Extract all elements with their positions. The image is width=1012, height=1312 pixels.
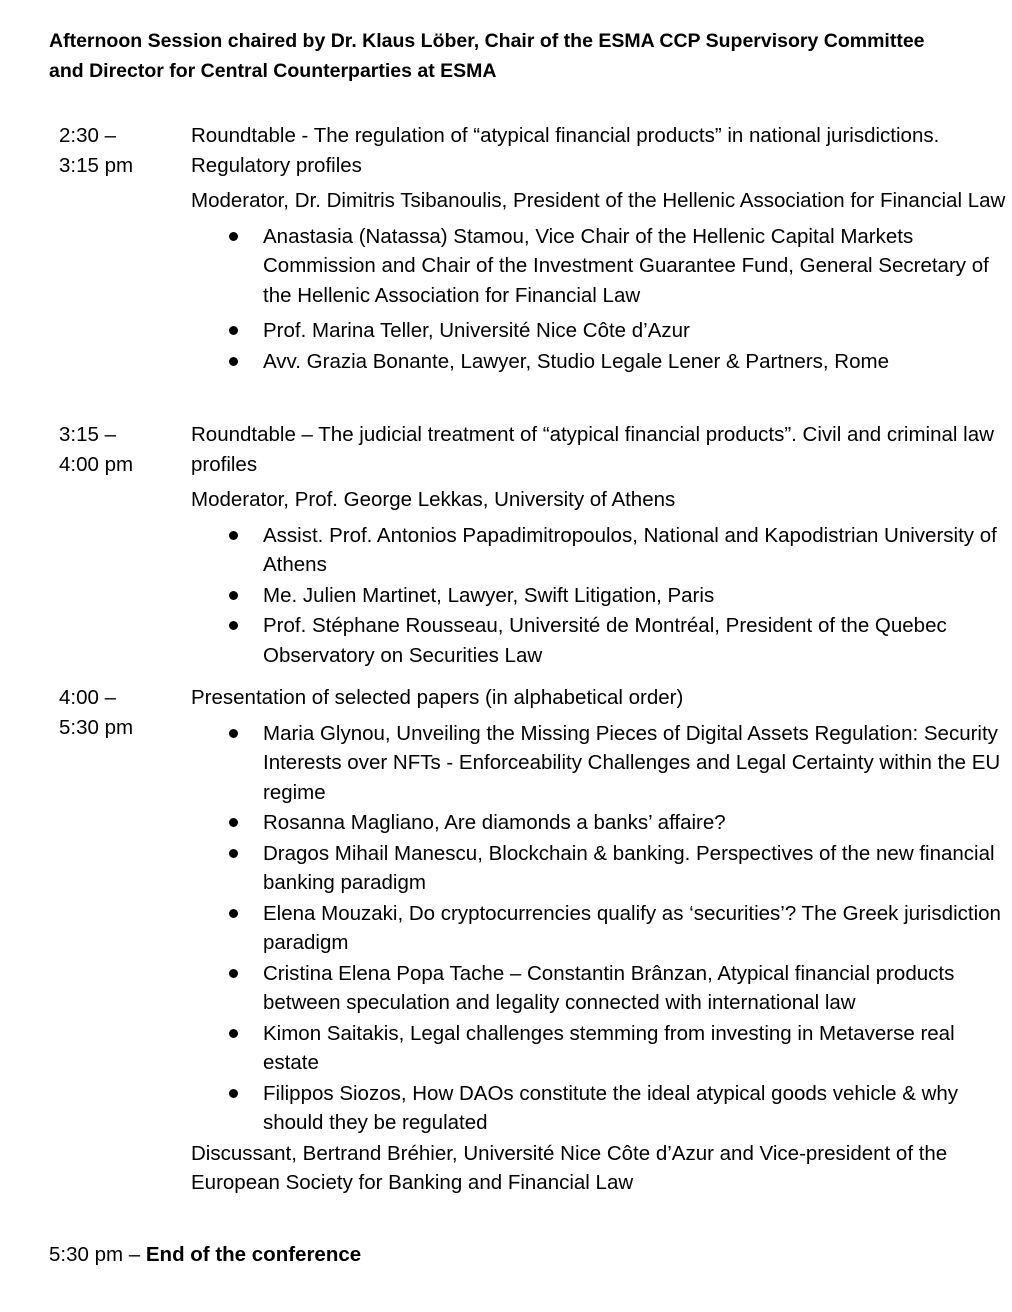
bullet-icon (229, 1029, 238, 1038)
bullet-icon (229, 818, 238, 827)
session-content (191, 683, 1011, 1204)
bullet-icon (229, 591, 238, 600)
list-item (191, 719, 1011, 808)
session-title: Roundtable – The judicial treatment of “atypical financial products”. Civil and criminal law profiles (191, 423, 994, 476)
list-item (191, 347, 1011, 377)
end-time: 5:30 pm – (49, 1243, 146, 1266)
list-item (191, 222, 1011, 311)
session-discussant: Discussant, Bertrand Bréhier, Université Nice Côte d’Azur and Vice-president of the European Society for Banking and Financial Law (191, 1141, 948, 1194)
session-moderator: Moderator, Dr. Dimitris Tsibanoulis, President of the Hellenic Association for Financial Law (191, 189, 1006, 212)
bullet-icon (229, 1089, 238, 1098)
list-item (191, 316, 1011, 346)
session-moderator: Moderator, Prof. George Lekkas, University of Athens (191, 488, 676, 511)
speaker-text: Avv. Grazia Bonante, Lawyer, Studio Legale Lener & Partners, Rome (263, 349, 889, 373)
session-content (191, 420, 1011, 671)
speaker-text: Prof. Marina Teller, Université Nice Côte d’Azur (263, 319, 690, 342)
list-item (191, 808, 1011, 838)
list-item (191, 1079, 1011, 1138)
session-title: Roundtable - The regulation of “atypical financial products” in national jurisdictions. Regulatory profiles (191, 124, 940, 177)
speaker-text: Assist. Prof. Antonios Papadimitropoulos, National and Kapodistrian University of Athens (263, 523, 997, 576)
paper-text: Filippos Siozos, How DAOs constitute the ideal atypical goods vehicle & why should they be regulated (263, 1081, 959, 1134)
list-item (191, 611, 1011, 670)
bullet-icon (229, 326, 238, 335)
bullet-icon (229, 909, 238, 918)
bullet-icon (229, 969, 238, 978)
bullet-icon (229, 849, 238, 858)
paper-text: Kimon Saitakis, Legal challenges stemming from investing in Metaverse real estate (263, 1021, 955, 1074)
bullet-icon (229, 357, 238, 366)
bullet-icon (229, 729, 238, 738)
speaker-list (191, 521, 1011, 671)
list-item (191, 1019, 1011, 1078)
bullet-icon (229, 531, 238, 540)
paper-text: Cristina Elena Popa Tache – Constantin Brânzan, Atypical financial products between speculation and legality connected with international law (263, 961, 955, 1014)
bullet-icon (229, 232, 238, 241)
end-label: End of the conference (145, 1243, 362, 1266)
header-line-2: and Director for Central Counterparties at ESMA (49, 59, 497, 82)
list-item (191, 839, 1011, 898)
paper-text: Rosanna Magliano, Are diamonds a banks’ affaire? (263, 811, 726, 834)
speaker-text: Me. Julien Martinet, Lawyer, Swift Litigation, Paris (263, 583, 715, 607)
session-title: Presentation of selected papers (in alphabetical order) (191, 686, 684, 709)
conference-end (49, 1240, 361, 1270)
list-item (191, 521, 1011, 580)
list-item (191, 959, 1011, 1018)
session-content (191, 121, 1011, 377)
list-item (191, 581, 1011, 611)
header-line-1: Afternoon Session chaired by Dr. Klaus Löber, Chair of the ESMA CCP Supervisory Committee (49, 30, 925, 52)
session-time: 3:15 – 4:00 pm (59, 423, 134, 476)
list-item (191, 899, 1011, 958)
bullet-icon (229, 621, 238, 630)
paper-text: Elena Mouzaki, Do cryptocurrencies qualify as ‘securities’? The Greek jurisdiction paradigm (263, 901, 1001, 954)
session-time: 2:30 – 3:15 pm (59, 124, 134, 177)
session-time: 4:00 – 5:30 pm (59, 686, 134, 739)
paper-text: Dragos Mihail Manescu, Blockchain & banking. Perspectives of the new financial banking paradigm (263, 841, 995, 894)
paper-text: Maria Glynou, Unveiling the Missing Pieces of Digital Assets Regulation: Security Interests over NFTs - Enforceability Challenges and Legal Certainty within the EU regime (263, 721, 1001, 804)
speaker-text: Anastasia (Natassa) Stamou, Vice Chair of the Hellenic Capital Markets Commission and Chair of the Investment Guarantee Fund, General Secretary of the Hellenic Association for Financial Law (263, 224, 989, 307)
session-header (49, 27, 999, 86)
paper-list (191, 719, 1011, 1138)
speaker-text: Prof. Stéphane Rousseau, Université de Montréal, President of the Quebec Observatory on Securities Law (263, 614, 947, 667)
speaker-list (191, 222, 1011, 377)
